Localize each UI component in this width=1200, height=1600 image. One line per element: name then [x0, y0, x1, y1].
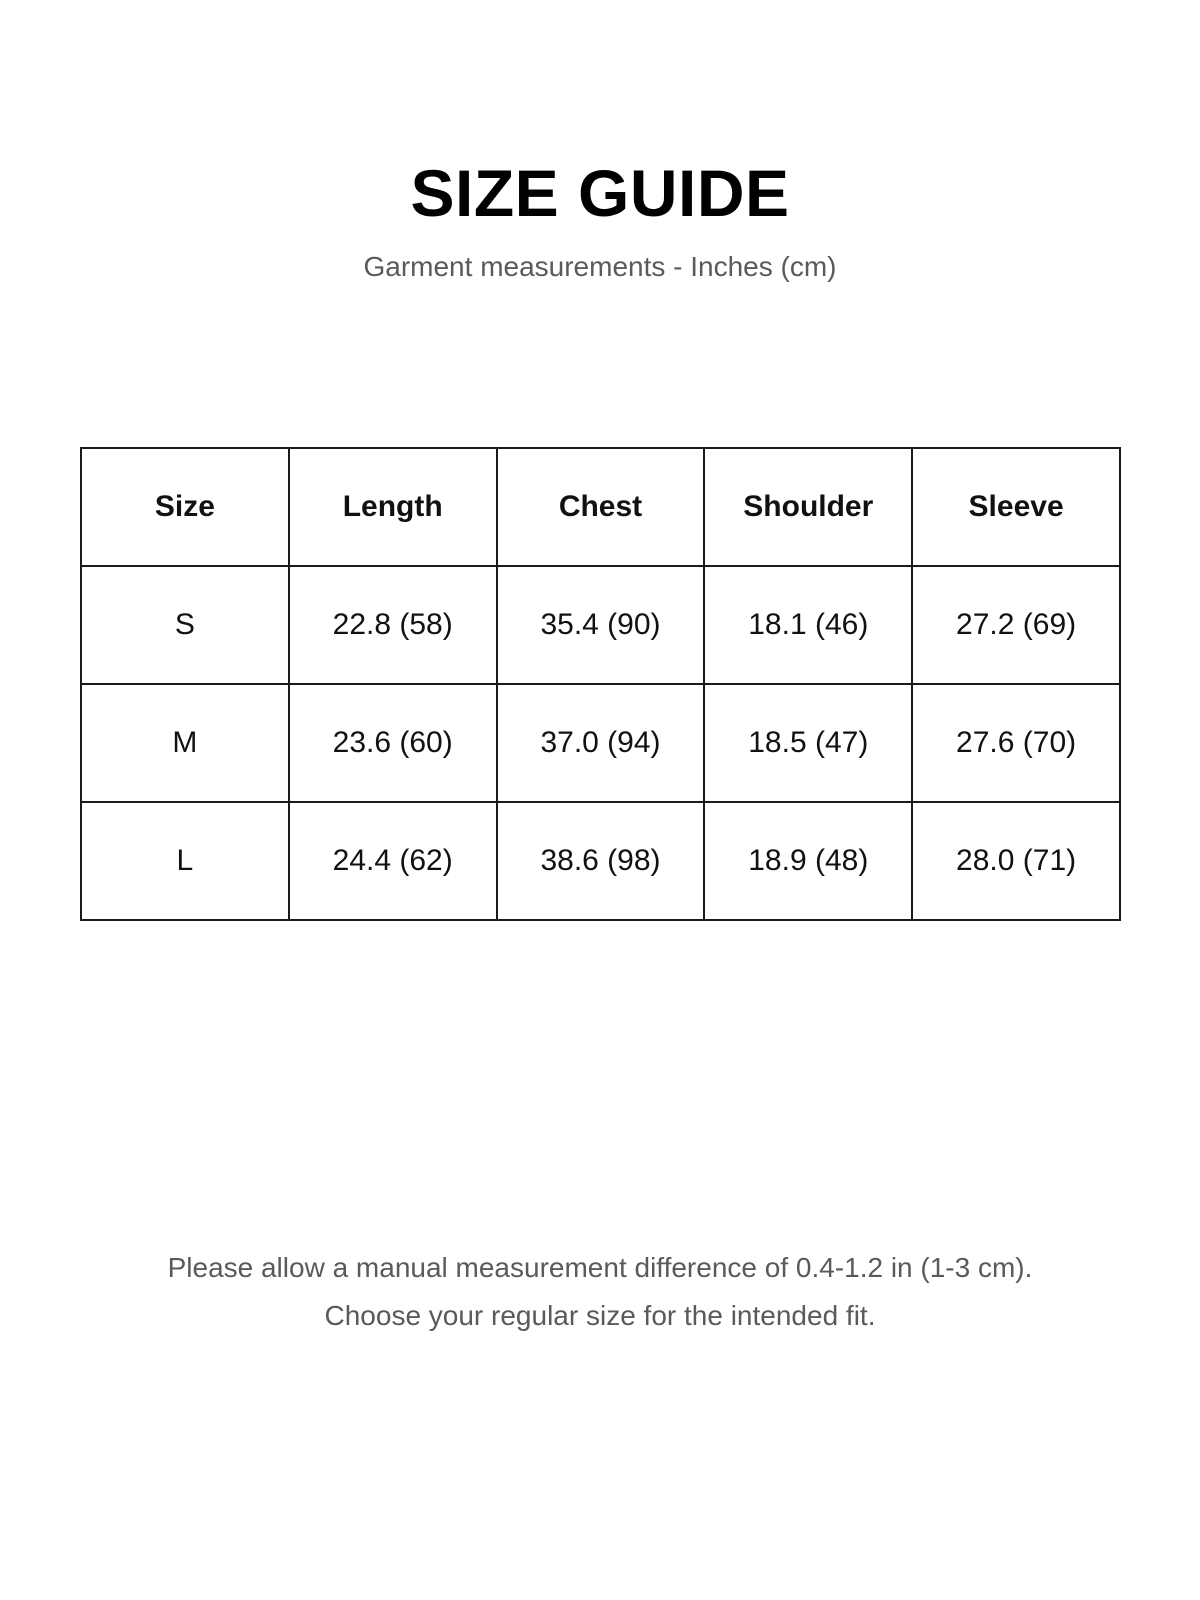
chest-cell: 37.0 (94) [497, 684, 705, 802]
chest-cell: 35.4 (90) [497, 566, 705, 684]
sleeve-cell: 27.6 (70) [912, 684, 1120, 802]
shoulder-cell: 18.1 (46) [704, 566, 912, 684]
column-header-sleeve: Sleeve [912, 448, 1120, 566]
note-line-1: Please allow a manual measurement difference of 0.4-1.2 in (1-3 cm). [167, 1252, 1033, 1283]
shoulder-cell: 18.5 (47) [704, 684, 912, 802]
table-header-row [81, 448, 1120, 566]
length-cell: 24.4 (62) [289, 802, 497, 920]
sleeve-cell: 28.0 (71) [912, 802, 1120, 920]
size-cell: S [81, 566, 289, 684]
chest-cell: 38.6 (98) [497, 802, 705, 920]
page-title: SIZE GUIDE [410, 156, 790, 230]
column-header-length: Length [289, 448, 497, 566]
column-header-shoulder: Shoulder [704, 448, 912, 566]
table-row [81, 684, 1120, 802]
table-row [81, 566, 1120, 684]
size-cell: L [81, 802, 289, 920]
note-line-2: Choose your regular size for the intended fit. [324, 1300, 876, 1331]
size-cell: M [81, 684, 289, 802]
length-cell: 22.8 (58) [289, 566, 497, 684]
sleeve-cell: 27.2 (69) [912, 566, 1120, 684]
size-table [80, 447, 1121, 921]
column-header-size: Size [81, 448, 289, 566]
page-subtitle: Garment measurements - Inches (cm) [363, 251, 837, 282]
shoulder-cell: 18.9 (48) [704, 802, 912, 920]
measurement-note [0, 1244, 1200, 1340]
column-header-chest: Chest [497, 448, 705, 566]
length-cell: 23.6 (60) [289, 684, 497, 802]
table-row [81, 802, 1120, 920]
